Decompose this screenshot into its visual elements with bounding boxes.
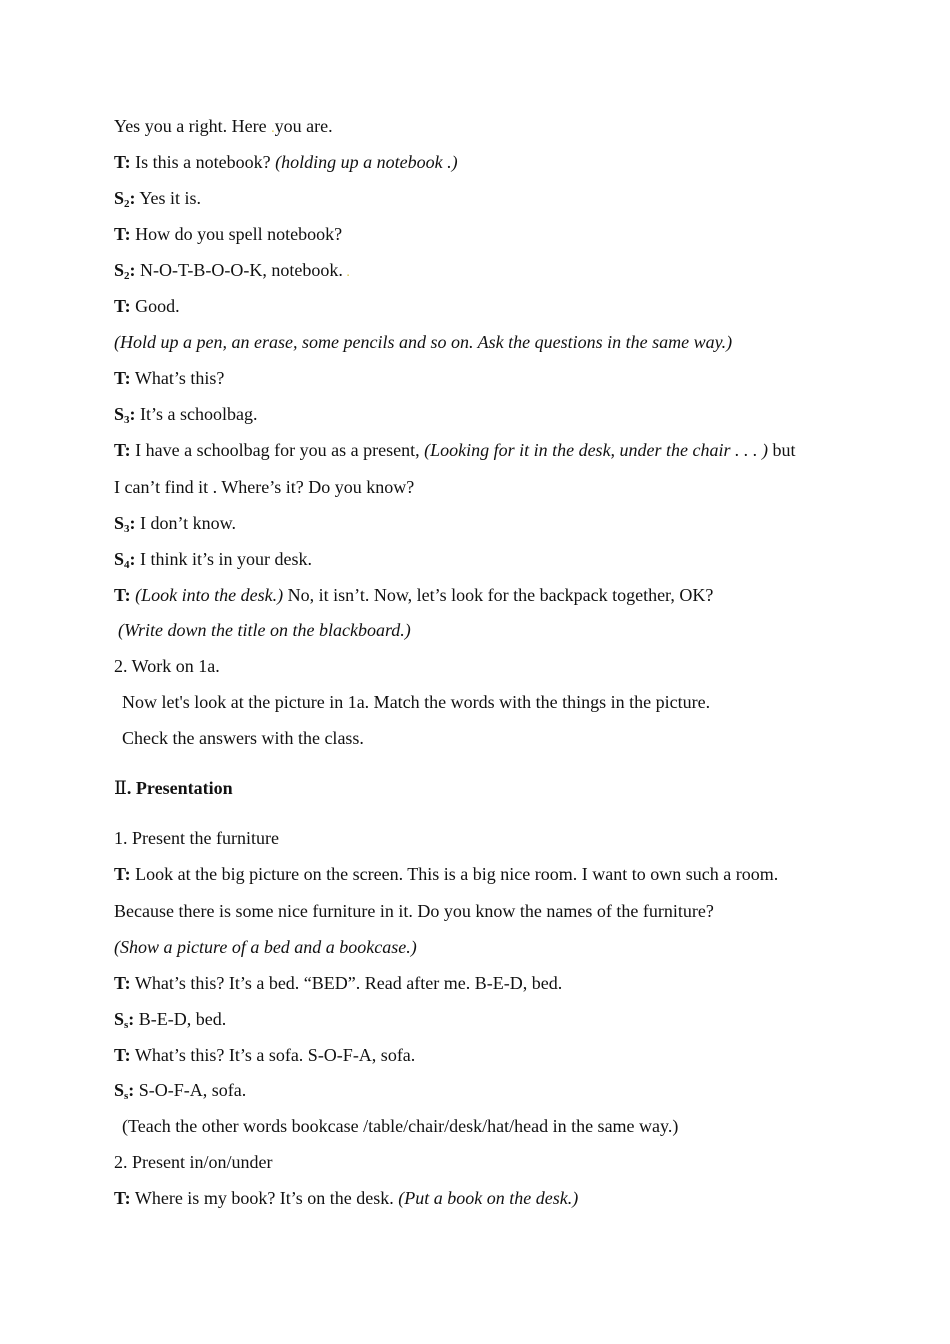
dialogue-line: [114, 900, 854, 922]
stage-direction: (Show a picture of a bed and a bookcase.): [114, 937, 417, 957]
speaker-label: T:: [114, 1188, 131, 1208]
line-text: Is this a notebook?: [130, 152, 276, 172]
line-text: No, it isn’t. Now, let’s look for the backpack together, OK?: [283, 585, 714, 605]
dialogue-line: [114, 972, 854, 994]
stage-direction-line: [114, 936, 854, 958]
dialogue-line: [114, 1079, 854, 1107]
dialogue-line: [114, 1044, 854, 1066]
line-text: Yes it is.: [135, 188, 202, 208]
dialogue-line: [114, 863, 854, 885]
speaker-label: T:: [114, 224, 131, 244]
dialogue-line: [114, 1008, 854, 1036]
stage-direction-line: [118, 619, 858, 641]
dialogue-line: [114, 187, 854, 215]
line-text: Because there is some nice furniture in it. Do you know the names of the furniture?: [114, 901, 714, 921]
speaker-label: T:: [114, 368, 131, 388]
line-text: I have a schoolbag for you as a present,: [130, 440, 425, 460]
instruction-line: [122, 1115, 862, 1137]
line-text: How do you spell notebook?: [130, 224, 343, 244]
line-text: I think it’s in your desk.: [135, 549, 313, 569]
line-text: you are.: [274, 116, 333, 136]
line-text: (Teach the other words bookcase /table/chair/desk/hat/head in the same way.): [122, 1116, 679, 1136]
speaker-label: $S_s$:: [114, 1080, 135, 1102]
line-text: What’s this? It’s a sofa. S-O-F-A, sofa.: [130, 1045, 416, 1065]
dialogue-line: [114, 367, 854, 389]
stage-direction: (Looking for it in the desk, under the chair . . . ): [424, 440, 769, 460]
instruction-line: [122, 727, 862, 749]
stage-direction: (Put a book on the desk.): [398, 1188, 579, 1208]
dialogue-line: [114, 1187, 854, 1209]
speaker-label: T:: [114, 1045, 131, 1065]
speaker-label: $S_3$:: [114, 513, 136, 535]
speaker-label: T:: [114, 864, 131, 884]
speaker-label: $S_3$:: [114, 404, 136, 426]
dialogue-line: [114, 512, 854, 540]
line-text: Yes you a right. Here: [114, 116, 272, 136]
line-text: Now let's look at the picture in 1a. Match the words with the things in the picture.: [122, 692, 711, 712]
section-title: . Presentation: [126, 778, 233, 798]
dialogue-line: [114, 476, 854, 498]
speaker-label: $S_4$:: [114, 549, 136, 571]
stage-direction: (Write down the title on the blackboard.): [118, 620, 411, 640]
line-text: 2. Work on 1a.: [114, 656, 220, 676]
speaker-label: $S_2$:: [114, 260, 136, 282]
dialogue-line: [114, 439, 854, 461]
speaker-label: T:: [114, 440, 131, 460]
line-text: What’s this? It’s a bed. “BED”. Read after me. B-E-D, bed.: [130, 973, 563, 993]
dialogue-line: [114, 223, 854, 245]
line-text: Where is my book? It’s on the desk.: [130, 1188, 399, 1208]
dialogue-line: [114, 403, 854, 431]
dialogue-line: [114, 151, 854, 173]
stage-direction: (Look into the desk.): [130, 585, 284, 605]
speaker-label: $S_s$:: [114, 1009, 135, 1031]
line-text: N-O-T-B-O-O-K, notebook.: [135, 260, 343, 280]
stage-direction: (holding up a notebook .): [275, 152, 458, 172]
dialogue-line: [114, 115, 854, 140]
line-text: It’s a schoolbag.: [135, 404, 258, 424]
line-text: B-E-D, bed.: [134, 1009, 227, 1029]
line-text: What’s this?: [130, 368, 225, 388]
line-text: Good.: [130, 296, 180, 316]
line-text: Check the answers with the class.: [122, 728, 364, 748]
line-text: S-O-F-A, sofa.: [134, 1080, 247, 1100]
step-heading: [114, 655, 854, 677]
line-text: 1. Present the furniture: [114, 828, 279, 848]
annotation-mark: .: [342, 265, 350, 280]
line-text: I don’t know.: [135, 513, 237, 533]
dialogue-line: [114, 548, 854, 576]
dialogue-line: [114, 259, 854, 287]
line-text: but: [768, 440, 796, 460]
speaker-label: T:: [114, 973, 131, 993]
step-heading: [114, 1151, 854, 1173]
line-text: Look at the big picture on the screen. This is a big nice room. I want to own such a room.: [130, 864, 779, 884]
speaker-label: T:: [114, 585, 131, 605]
section-heading: [114, 777, 854, 800]
stage-direction-line: [114, 331, 854, 353]
instruction-line: [122, 691, 862, 713]
annotation-mark: .: [271, 121, 275, 136]
section-numeral: Ⅱ: [114, 778, 127, 799]
dialogue-line: [114, 584, 854, 606]
line-text: I can’t find it . Where’s it? Do you know?: [114, 477, 415, 497]
dialogue-line: [114, 295, 854, 317]
line-text: 2. Present in/on/under: [114, 1152, 273, 1172]
stage-direction: (Hold up a pen, an erase, some pencils and so on. Ask the questions in the same way.): [114, 332, 733, 352]
speaker-label: T:: [114, 152, 131, 172]
step-heading: [114, 827, 854, 849]
speaker-label: $S_2$:: [114, 188, 136, 210]
speaker-label: T:: [114, 296, 131, 316]
